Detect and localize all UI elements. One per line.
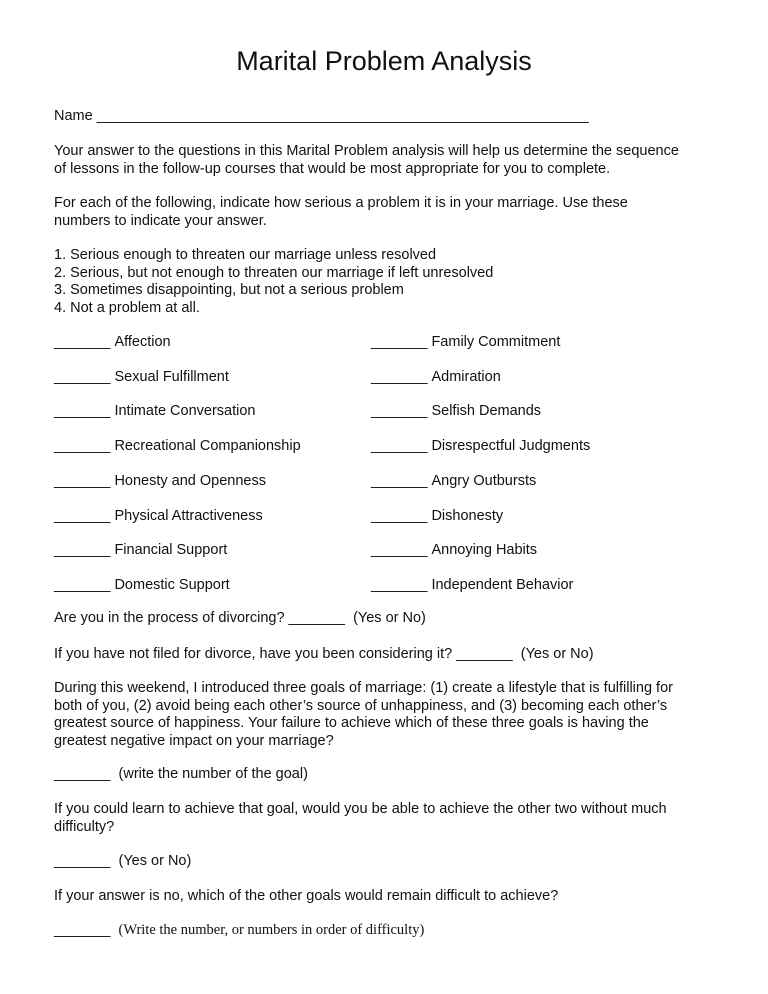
- intro-line: Your answer to the questions in this Marital Problem analysis will help us determine the sequence: [54, 143, 679, 159]
- rating-label: Financial Support: [114, 542, 228, 558]
- answer-blank[interactable]: _______: [54, 922, 111, 938]
- rating-blank[interactable]: _______: [54, 403, 111, 419]
- rating-label: Disrespectful Judgments: [431, 438, 591, 454]
- rating-blank[interactable]: _______: [54, 369, 111, 385]
- rating-label: Physical Attractiveness: [114, 508, 263, 524]
- rating-blank[interactable]: _______: [54, 577, 111, 593]
- name-label: Name: [54, 108, 93, 124]
- rating-label: Dishonesty: [431, 508, 504, 524]
- rating-label: Sexual Fulfillment: [114, 369, 229, 385]
- answer-blank[interactable]: _______: [54, 853, 111, 869]
- rating-blank[interactable]: _______: [54, 473, 111, 489]
- remaining-answer[interactable]: [54, 922, 724, 940]
- answer-blank[interactable]: _______: [54, 766, 111, 782]
- rating-row[interactable]: [54, 541, 227, 559]
- answer-hint: (Yes or No): [520, 646, 594, 662]
- scale-item: 1. Serious enough to threaten our marriage unless resolved: [54, 247, 437, 263]
- rating-label: Independent Behavior: [431, 577, 574, 593]
- rating-row[interactable]: [54, 472, 266, 490]
- question-achieve: [54, 801, 724, 836]
- rating-row[interactable]: [371, 541, 537, 559]
- answer-hint: (Yes or No): [353, 610, 426, 626]
- question-considering[interactable]: [54, 646, 724, 664]
- question-text: If your answer is no, which of the other goals would remain difficult to achieve?: [54, 888, 559, 904]
- goal-answer[interactable]: [54, 766, 724, 784]
- rating-row[interactable]: [54, 507, 263, 525]
- question-line: If you could learn to achieve that goal, would you be able to achieve the other two without much: [54, 801, 667, 817]
- answer-blank[interactable]: _______: [288, 610, 345, 626]
- question-remaining: [54, 888, 724, 906]
- question-text: If you have not filed for divorce, have you been considering it?: [54, 646, 453, 662]
- answer-blank[interactable]: _______: [456, 646, 513, 662]
- answer-hint: (write the number of the goal): [118, 766, 308, 782]
- rating-blank[interactable]: _______: [371, 473, 428, 489]
- rating-label: Selfish Demands: [431, 403, 542, 419]
- rating-row[interactable]: [54, 576, 230, 594]
- scale-item: 2. Serious, but not enough to threaten our marriage if left unresolved: [54, 264, 494, 281]
- rating-row[interactable]: [371, 576, 573, 594]
- goals-line: both of you, (2) avoid being each other’s source of unhappiness, and (3) becoming each other’s: [54, 697, 668, 714]
- scale-item: 3. Sometimes disappointing, but not a serious problem: [54, 282, 404, 298]
- rating-row[interactable]: [371, 368, 501, 386]
- rating-blank[interactable]: _______: [54, 508, 111, 524]
- rating-blank[interactable]: _______: [371, 334, 428, 350]
- achieve-answer[interactable]: [54, 853, 724, 871]
- name-blank[interactable]: _____________________________________________________________: [96, 108, 589, 124]
- rating-row[interactable]: [54, 333, 171, 351]
- question-divorcing[interactable]: [54, 610, 724, 628]
- page-title: Marital Problem Analysis: [236, 46, 532, 76]
- rating-label: Angry Outbursts: [431, 473, 537, 489]
- instructions-line: numbers to indicate your answer.: [54, 212, 267, 229]
- rating-blank[interactable]: _______: [371, 542, 428, 558]
- rating-label: Family Commitment: [431, 334, 561, 350]
- question-text: Are you in the process of divorcing?: [54, 610, 285, 626]
- rating-blank[interactable]: _______: [54, 334, 111, 350]
- rating-row[interactable]: [54, 402, 256, 420]
- goals-line: During this weekend, I introduced three goals of marriage: (1) create a lifestyle that is fulfilling for: [54, 680, 673, 696]
- rating-label: Domestic Support: [114, 577, 230, 593]
- rating-label: Honesty and Openness: [114, 473, 266, 489]
- goals-line: greatest negative impact on your marriage?: [54, 732, 334, 749]
- answer-hint: (Yes or No): [118, 853, 192, 869]
- instructions-paragraph: [54, 195, 724, 230]
- rating-row[interactable]: [54, 437, 301, 455]
- rating-row[interactable]: [371, 472, 536, 490]
- scale-item: 4. Not a problem at all.: [54, 299, 200, 316]
- rating-label: Admiration: [431, 369, 501, 385]
- rating-row[interactable]: [371, 507, 503, 525]
- name-field[interactable]: [54, 108, 724, 126]
- rating-row[interactable]: [371, 402, 541, 420]
- rating-label: Recreational Companionship: [114, 438, 301, 454]
- rating-blank[interactable]: _______: [371, 369, 428, 385]
- rating-blank[interactable]: _______: [371, 577, 428, 593]
- rating-row[interactable]: [371, 437, 590, 455]
- intro-line: of lessons in the follow-up courses that would be most appropriate for you to complete.: [54, 160, 611, 177]
- rating-blank[interactable]: _______: [371, 403, 428, 419]
- rating-label: Annoying Habits: [431, 542, 538, 558]
- rating-blank[interactable]: _______: [54, 542, 111, 558]
- rating-blank[interactable]: _______: [371, 508, 428, 524]
- rating-label: Intimate Conversation: [114, 403, 256, 419]
- rating-row[interactable]: [54, 368, 229, 386]
- answer-hint: (Write the number, or numbers in order of difficulty): [118, 922, 425, 938]
- rating-blank[interactable]: _______: [54, 438, 111, 454]
- intro-paragraph: [54, 143, 724, 178]
- goals-line: greatest source of happiness. Your failure to achieve which of these three goals is having the: [54, 715, 649, 731]
- rating-row[interactable]: [371, 333, 560, 351]
- question-line: difficulty?: [54, 818, 115, 835]
- goals-paragraph: [54, 680, 724, 750]
- rating-label: Affection: [114, 334, 171, 350]
- rating-blank[interactable]: _______: [371, 438, 428, 454]
- rating-scale: [54, 247, 724, 317]
- instructions-line: For each of the following, indicate how serious a problem it is in your marriage. Use these: [54, 195, 628, 211]
